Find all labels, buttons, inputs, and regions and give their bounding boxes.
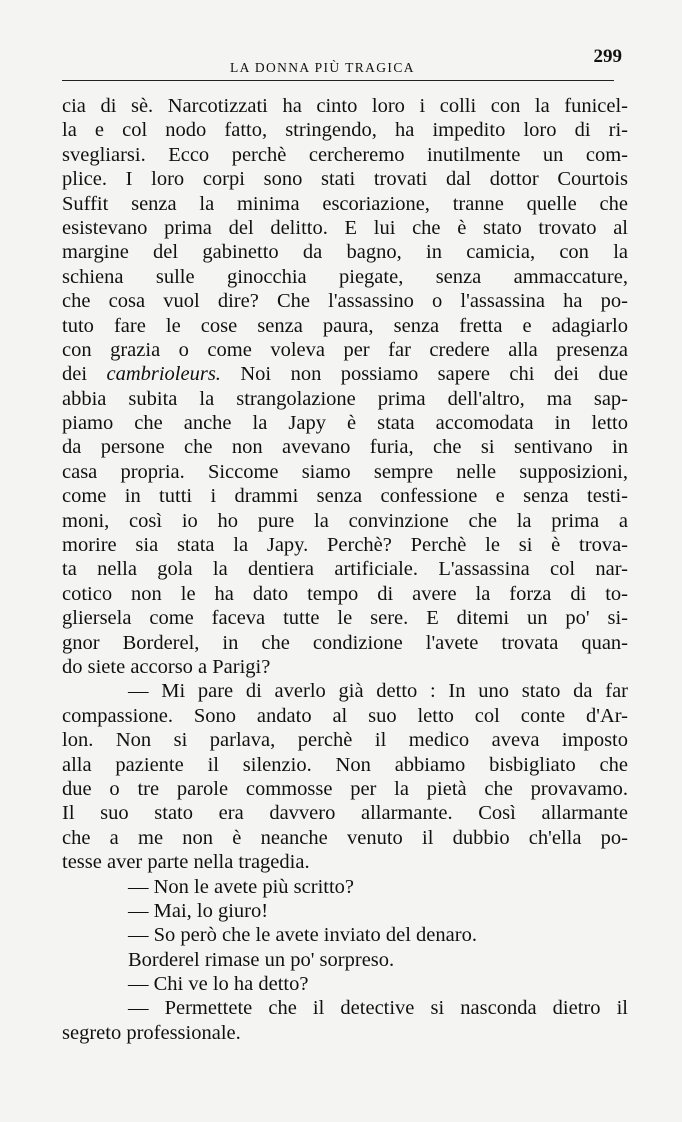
header-rule [62, 80, 614, 81]
text-line: — Mi pare di averlo già detto : In uno stato da far [128, 680, 628, 703]
text-line: come in tutti i drammi senza confessione e senza testi- [62, 485, 628, 508]
text-line: tuto fare le cose senza paura, senza fretta e adagiarlo [62, 314, 628, 337]
text-line: cotico non le ha dato tempo di avere la forza di to- [62, 582, 628, 605]
text-line: morire sia stata la Japy. Perchè? Perchè le si è trova- [62, 534, 628, 557]
text-line: Borderel rimase un po' sorpreso. [128, 948, 395, 971]
text-line: Il suo stato era davvero allarmante. Così allarmante [62, 802, 628, 825]
page-number: 299 [593, 46, 622, 67]
text-line: lon. Non si parlava, perchè il medico aveva imposto [62, 729, 628, 752]
text-line: plice. I loro corpi sono stati trovati dal dottor Courtois [62, 168, 628, 191]
text-line: che a me non è neanche venuto il dubbio ch'ella po- [62, 826, 628, 849]
text-line: compassione. Sono andato al suo letto col conte d'Ar- [62, 704, 628, 727]
text-line: alla paziente il silenzio. Non abbiamo bisbigliato che [62, 753, 628, 776]
body-text [62, 94, 628, 1045]
text-line: ta nella gola la dentiera artificiale. L'assassina col nar- [62, 558, 628, 581]
text-line: piamo che anche la Japy è stata accomodata in letto [62, 412, 628, 435]
text-line: schiena sulle ginocchia piegate, senza ammaccature, [62, 265, 628, 288]
text-line: — Chi ve lo ha detto? [128, 973, 309, 996]
text-line: margine del gabinetto da bagno, in camicia, con la [62, 241, 628, 264]
text-line: tesse aver parte nella tragedia. [62, 851, 310, 874]
text-line: da persone che non avevano furia, che si sentivano in [62, 436, 628, 459]
text-line: abbia subita la strangolazione prima dell'altro, ma sap- [62, 387, 628, 410]
text-line: gnor Borderel, in che condizione l'avete trovata quan- [62, 631, 628, 654]
page-header [62, 46, 622, 76]
text-line: moni, così io ho pure la convinzione che la prima a [62, 509, 628, 532]
line-text-italic: cambrioleurs. [106, 363, 221, 386]
text-line: due o tre parole commosse per la pietà che provavamo. [62, 777, 628, 800]
text-line: — So però che le avete inviato del denaro. [128, 924, 477, 947]
text-line: che cosa vuol dire? Che l'assassino o l'assassina ha po- [62, 290, 628, 313]
line-text-post: Noi non possiamo sapere chi dei due [220, 363, 628, 386]
text-line: — Mai, lo giuro! [128, 899, 269, 922]
running-title: LA DONNA PIÙ TRAGICA [230, 60, 415, 75]
text-line [62, 362, 628, 386]
text-line: do siete accorso a Parigi? [62, 655, 271, 678]
text-line: — Non le avete più scritto? [128, 875, 355, 898]
text-line: gliersela come faceva tutte le sere. E ditemi un po' si- [62, 607, 628, 630]
text-line: esistevano prima del delitto. E lui che è stato trovato al [62, 216, 628, 239]
text-line: cia di sè. Narcotizzati ha cinto loro i colli con la funicel- [62, 95, 628, 117]
text-line: svegliarsi. Ecco perchè cercheremo inutilmente un com- [62, 143, 628, 166]
text-line: segreto professionale. [62, 1021, 241, 1044]
text-line: con grazia o come voleva per far credere alla presenza [62, 338, 628, 361]
line-text-pre: dei [62, 363, 107, 386]
text-line: la e col nodo fatto, stringendo, ha impedito loro di ri- [62, 119, 628, 142]
text-line: Suffit senza la minima escoriazione, tranne quelle che [62, 192, 628, 215]
text-line: — Permettete che il detective si nasconda dietro il [128, 997, 628, 1020]
text-line: casa propria. Siccome siamo sempre nelle supposizioni, [62, 460, 628, 483]
